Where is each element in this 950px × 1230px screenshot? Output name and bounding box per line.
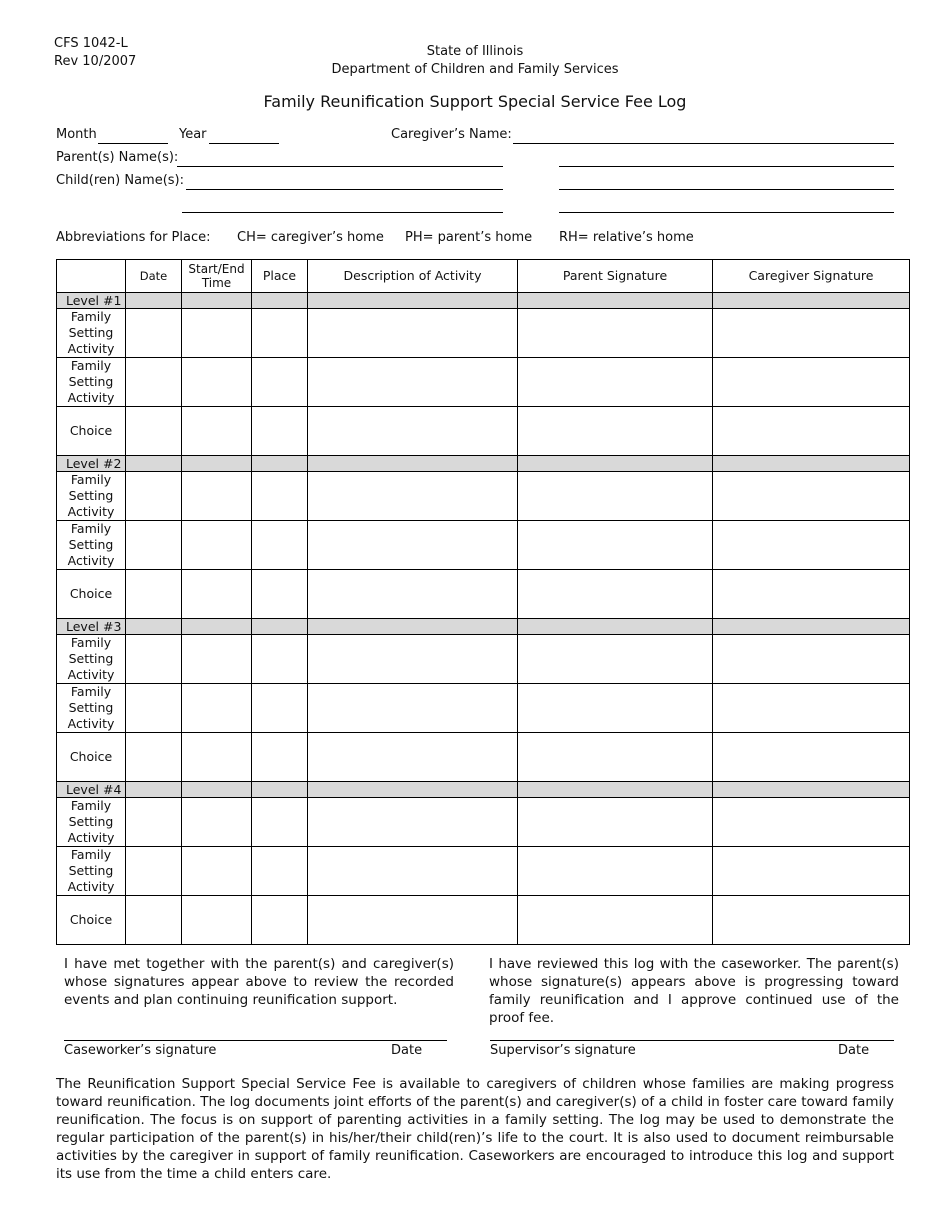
place-cell[interactable] (252, 570, 308, 619)
table-row (57, 358, 910, 407)
abbreviation-ch: CH= caregiver’s home (237, 230, 384, 245)
month-field[interactable] (98, 143, 168, 144)
column-header-row-label (57, 260, 126, 293)
date-cell[interactable] (126, 570, 182, 619)
child-name-field-3[interactable] (182, 212, 503, 213)
level-label: Level #2 (57, 456, 126, 472)
activity-log-body (57, 293, 910, 945)
parent-name-field-1[interactable] (177, 166, 503, 167)
level-header-row (57, 619, 910, 635)
time-cell[interactable] (182, 733, 252, 782)
time-cell[interactable] (182, 570, 252, 619)
activity-type-label: Choice (57, 407, 126, 456)
footer-description: The Reunification Support Special Service Fee is available to caregivers of children whose families are making progress toward reunification. The log documents joint efforts of the parent(s) and caregiver(s) of a child in foster care toward family reunification. The focus is on support of parenting activities in a family setting. The log may be used to demonstrate the regular participation of the parent(s) in his/her/their child(ren)’s life to the court. It is also used to document reimbursable activities by the caregiver in support of family reunification. Caseworkers are encouraged to introduce this log and support its use from the time a child enters care. (56, 1076, 894, 1182)
description-cell[interactable] (308, 570, 518, 619)
year-label: Year (179, 127, 207, 142)
supervisor-date-label: Date (838, 1043, 870, 1058)
date-cell[interactable] (126, 733, 182, 782)
level-shaded-cell (308, 619, 518, 635)
child-name-field-1[interactable] (186, 189, 503, 190)
caregiver-signature-cell[interactable] (713, 798, 910, 847)
place-cell[interactable] (252, 472, 308, 521)
form-code: CFS 1042-L (54, 36, 128, 51)
level-shaded-cell (308, 456, 518, 472)
level-shaded-cell (182, 782, 252, 798)
column-header-description: Description of Activity (308, 260, 518, 293)
caregiver-signature-cell[interactable] (713, 684, 910, 733)
time-cell[interactable] (182, 896, 252, 945)
time-cell[interactable] (182, 309, 252, 358)
activity-type-label: Choice (57, 570, 126, 619)
level-shaded-cell (252, 293, 308, 309)
parent-signature-cell[interactable] (518, 684, 713, 733)
time-cell[interactable] (182, 684, 252, 733)
description-cell[interactable] (308, 358, 518, 407)
level-label: Level #1 (57, 293, 126, 309)
caregiver-signature-cell[interactable] (713, 635, 910, 684)
caregiver-signature-cell[interactable] (713, 733, 910, 782)
parent-signature-cell[interactable] (518, 407, 713, 456)
child-name-field-4[interactable] (559, 212, 894, 213)
level-shaded-cell (182, 619, 252, 635)
description-cell[interactable] (308, 733, 518, 782)
parent-name-field-2[interactable] (559, 166, 894, 167)
description-cell[interactable] (308, 472, 518, 521)
state-name: State of Illinois (426, 44, 524, 59)
description-cell[interactable] (308, 635, 518, 684)
abbreviation-ph: PH= parent’s home (405, 230, 533, 245)
level-shaded-cell (518, 456, 713, 472)
supervisor-statement: I have reviewed this log with the caseworker. The parent(s) whose signature(s) appears above is progressing toward family reunification and I approve continued use of the proof fee. (489, 956, 899, 1026)
caregiver-signature-cell[interactable] (713, 472, 910, 521)
activity-type-label: Family Setting Activity (57, 309, 126, 358)
caregiver-signature-cell[interactable] (713, 570, 910, 619)
date-cell[interactable] (126, 847, 182, 896)
table-row (57, 521, 910, 570)
level-shaded-cell (126, 782, 182, 798)
activity-type-label: Family Setting Activity (57, 847, 126, 896)
column-header-date: Date (126, 260, 182, 293)
activity-type-label: Family Setting Activity (57, 472, 126, 521)
level-shaded-cell (252, 456, 308, 472)
parent-signature-cell[interactable] (518, 733, 713, 782)
caseworker-date-label: Date (391, 1043, 423, 1058)
place-cell[interactable] (252, 684, 308, 733)
table-row (57, 896, 910, 945)
time-cell[interactable] (182, 798, 252, 847)
parent-signature-cell[interactable] (518, 798, 713, 847)
description-cell[interactable] (308, 684, 518, 733)
table-row (57, 733, 910, 782)
place-cell[interactable] (252, 309, 308, 358)
level-shaded-cell (308, 782, 518, 798)
table-row (57, 472, 910, 521)
caregiver-signature-cell[interactable] (713, 896, 910, 945)
activity-log-table (56, 259, 910, 945)
level-shaded-cell (713, 619, 910, 635)
description-cell[interactable] (308, 521, 518, 570)
table-row (57, 309, 910, 358)
level-header-row (57, 782, 910, 798)
table-row (57, 684, 910, 733)
time-cell[interactable] (182, 358, 252, 407)
table-row (57, 798, 910, 847)
date-cell[interactable] (126, 684, 182, 733)
caregiver-name-field[interactable] (513, 143, 894, 144)
table-header-row (57, 260, 910, 293)
time-cell[interactable] (182, 521, 252, 570)
level-shaded-cell (182, 293, 252, 309)
date-cell[interactable] (126, 798, 182, 847)
column-header-parent-signature: Parent Signature (518, 260, 713, 293)
place-cell[interactable] (252, 407, 308, 456)
parent-signature-cell[interactable] (518, 521, 713, 570)
level-shaded-cell (252, 619, 308, 635)
place-cell[interactable] (252, 635, 308, 684)
activity-type-label: Choice (57, 896, 126, 945)
level-shaded-cell (126, 619, 182, 635)
description-cell[interactable] (308, 896, 518, 945)
date-cell[interactable] (126, 472, 182, 521)
activity-type-label: Family Setting Activity (57, 521, 126, 570)
level-shaded-cell (126, 293, 182, 309)
date-cell[interactable] (126, 521, 182, 570)
time-cell[interactable] (182, 407, 252, 456)
activity-type-label: Family Setting Activity (57, 684, 126, 733)
level-shaded-cell (182, 456, 252, 472)
children-names-label: Child(ren) Name(s): (56, 173, 185, 188)
parent-names-label: Parent(s) Name(s): (56, 150, 179, 165)
date-cell[interactable] (126, 896, 182, 945)
description-cell[interactable] (308, 309, 518, 358)
month-label: Month (56, 127, 97, 142)
time-cell[interactable] (182, 635, 252, 684)
parent-signature-cell[interactable] (518, 635, 713, 684)
activity-type-label: Family Setting Activity (57, 635, 126, 684)
form-revision: Rev 10/2007 (54, 54, 137, 69)
child-name-field-2[interactable] (559, 189, 894, 190)
level-label: Level #3 (57, 619, 126, 635)
activity-type-label: Choice (57, 733, 126, 782)
table-row (57, 407, 910, 456)
caregiver-name-label: Caregiver’s Name: (391, 127, 512, 142)
abbreviations-label: Abbreviations for Place: (56, 230, 211, 245)
place-cell[interactable] (252, 733, 308, 782)
table-row (57, 635, 910, 684)
column-header-place: Place (252, 260, 308, 293)
parent-signature-cell[interactable] (518, 358, 713, 407)
caregiver-signature-cell[interactable] (713, 521, 910, 570)
parent-signature-cell[interactable] (518, 472, 713, 521)
level-header-row (57, 456, 910, 472)
level-shaded-cell (518, 293, 713, 309)
page-title: Family Reunification Support Special Service Fee Log (263, 92, 687, 111)
date-cell[interactable] (126, 358, 182, 407)
parent-signature-cell[interactable] (518, 847, 713, 896)
caseworker-signature-line[interactable] (64, 1040, 447, 1041)
place-cell[interactable] (252, 847, 308, 896)
parent-signature-cell[interactable] (518, 570, 713, 619)
parent-signature-cell[interactable] (518, 309, 713, 358)
description-cell[interactable] (308, 407, 518, 456)
level-shaded-cell (308, 293, 518, 309)
caseworker-signature-label: Caseworker’s signature (64, 1043, 217, 1058)
activity-type-label: Family Setting Activity (57, 358, 126, 407)
place-cell[interactable] (252, 358, 308, 407)
caregiver-signature-cell[interactable] (713, 847, 910, 896)
department-name: Department of Children and Family Services (331, 62, 619, 77)
supervisor-signature-label: Supervisor’s signature (490, 1043, 636, 1058)
supervisor-signature-line[interactable] (490, 1040, 894, 1041)
abbreviation-rh: RH= relative’s home (559, 230, 694, 245)
caregiver-signature-cell[interactable] (713, 309, 910, 358)
caregiver-signature-cell[interactable] (713, 358, 910, 407)
date-cell[interactable] (126, 407, 182, 456)
level-label: Level #4 (57, 782, 126, 798)
table-row (57, 570, 910, 619)
level-shaded-cell (713, 456, 910, 472)
caregiver-signature-cell[interactable] (713, 407, 910, 456)
activity-type-label: Family Setting Activity (57, 798, 126, 847)
time-cell[interactable] (182, 847, 252, 896)
table-row (57, 847, 910, 896)
date-cell[interactable] (126, 309, 182, 358)
level-header-row (57, 293, 910, 309)
place-cell[interactable] (252, 798, 308, 847)
column-header-caregiver-signature: Caregiver Signature (713, 260, 910, 293)
level-shaded-cell (252, 782, 308, 798)
level-shaded-cell (126, 456, 182, 472)
level-shaded-cell (518, 619, 713, 635)
column-header-start-end-time: Start/End Time (182, 260, 252, 293)
description-cell[interactable] (308, 847, 518, 896)
level-shaded-cell (713, 782, 910, 798)
place-cell[interactable] (252, 896, 308, 945)
date-cell[interactable] (126, 635, 182, 684)
year-field[interactable] (209, 143, 279, 144)
parent-signature-cell[interactable] (518, 896, 713, 945)
time-cell[interactable] (182, 472, 252, 521)
level-shaded-cell (713, 293, 910, 309)
caseworker-statement: I have met together with the parent(s) and caregiver(s) whose signatures appear above to review the recorded events and plan continuing reunification support. (64, 956, 454, 1008)
place-cell[interactable] (252, 521, 308, 570)
description-cell[interactable] (308, 798, 518, 847)
level-shaded-cell (518, 782, 713, 798)
